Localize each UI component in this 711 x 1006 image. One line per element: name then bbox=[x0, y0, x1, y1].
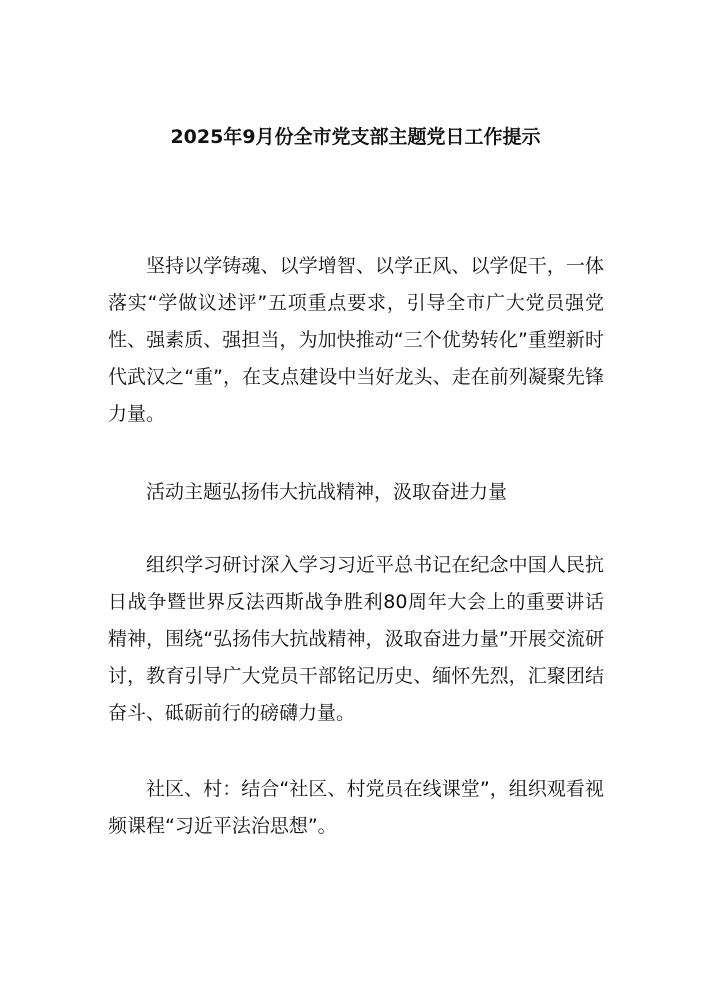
paragraph-intro: 坚持以学铸魂、以学增智、以学正风、以学促干，一体落实“学做议述评”五项重点要求，引导全市广大党员强党性、强素质、强担当，为加快推动“三个优势转化”重塑新时代武汉之“重”，在支点建设中当好龙头、走在前列凝聚先锋力量。 bbox=[108, 255, 604, 425]
paragraph-community-village: 社区、村：结合“社区、村党员在线课堂”，组织观看视频课程“习近平法治思想”。 bbox=[108, 778, 604, 837]
paragraph-activity-theme: 活动主题弘扬伟大抗战精神，汲取奋进力量 bbox=[146, 481, 508, 503]
paragraph-study-discussion: 组织学习研讨深入学习习近平总书记在纪念中国人民抗日战争暨世界反法西斯战争胜利80周年大会上的重要讲话精神，围绕“弘扬伟大抗战精神，汲取奋进力量”开展交流研讨，教育引导广大党员干部铭记历史、缅怀先烈，汇聚团结奋斗、砥砺前行的磅礴力量。 bbox=[108, 554, 604, 724]
document-title: 2025年9月份全市党支部主题党日工作提示 bbox=[170, 126, 541, 148]
